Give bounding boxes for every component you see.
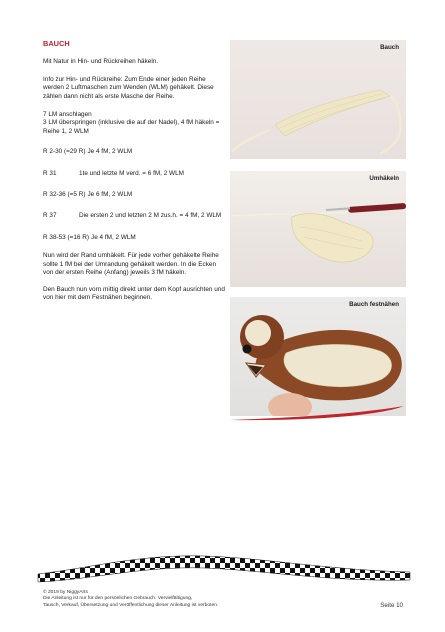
row-info-text: Info zur Hin- und Rückreihe: Zum Ende einer jeden Reihe werden 2 Luftmaschen zum Wenden (WLM) gehäkelt. Diese zählen dann nicht als erste Masche der Reihe. [43, 75, 214, 100]
belly-strip-image [230, 40, 406, 159]
instructions-column [43, 40, 227, 311]
round-text: Die ersten 2 und letzten 2 M zus.h. = 4 fM, 2 WLM [79, 212, 222, 220]
photo-caption: Bauch festnähen [349, 301, 399, 308]
round-label: R 37 [43, 212, 57, 220]
round-row [43, 170, 227, 178]
photo-belly-strip [230, 40, 406, 159]
checkered-ribbon-decoration [30, 548, 415, 588]
copyright-text: © 2019 by NiggyArts [43, 590, 88, 595]
round-label: R 2-30 (=29 R) [43, 148, 86, 156]
round-row [43, 234, 227, 242]
round-text: Je 4 fM, 2 WLM [91, 233, 136, 241]
border-image [230, 171, 406, 287]
round-row [43, 212, 227, 220]
photo-caption: Bauch [380, 44, 399, 51]
round-label: R 38-53 (=16 R) [43, 233, 89, 241]
photo-border [230, 171, 406, 287]
round-row [43, 148, 227, 156]
round-text: 1te und letzte M verd. = 6 fM, 2 WLM [79, 169, 184, 177]
section-title: BAUCH [43, 39, 70, 48]
row-one-instruction: 3 LM überspringen (inklusive die auf der Nadel), 4 fM häkeln = Reihe 1, 2 WLM [43, 119, 220, 135]
sewing-instruction: Den Bauch nun vorn mittig direkt unter dem Kopf ausrichten und von hier mit dem Festnähen beginnen. [43, 285, 225, 301]
red-swoosh-decoration [228, 404, 408, 422]
photo-sewing [230, 297, 406, 416]
round-label: R 31 [43, 169, 57, 177]
chain-instruction: 7 LM anschlagen [43, 111, 92, 119]
prohibition-text: Tausch, Verkauf, Übersetzung und Veröffentlichung dieser Anleitung ist verboten. [43, 602, 219, 608]
usage-text: Die Anleitung ist nur für den persönlichen Gebrauch. Vervielfältigung, [43, 596, 193, 602]
photo-caption: Umhäkeln [369, 175, 399, 182]
round-text: Je 6 fM, 2 WLM [87, 191, 133, 199]
page-number: Seite 10 [380, 602, 403, 609]
plush-fox-image [230, 297, 406, 416]
intro-text: Mit Natur in Hin- und Rückreihen häkeln. [43, 58, 159, 66]
round-label: R 32-36 (=5 R) [43, 191, 86, 199]
border-instruction: Nun wird der Rand umhäkelt. Für jede vorher gehäkelte Reihe sollte 1 fM bei der Umrandung gehäkelt werden. In die Ecken von der ersten Reihe (Anfang) jeweils 3 fM häkeln. [43, 252, 219, 277]
footer-legal [43, 590, 403, 609]
round-row [43, 191, 227, 199]
round-text: Je 4 fM, 2 WLM [87, 148, 133, 156]
